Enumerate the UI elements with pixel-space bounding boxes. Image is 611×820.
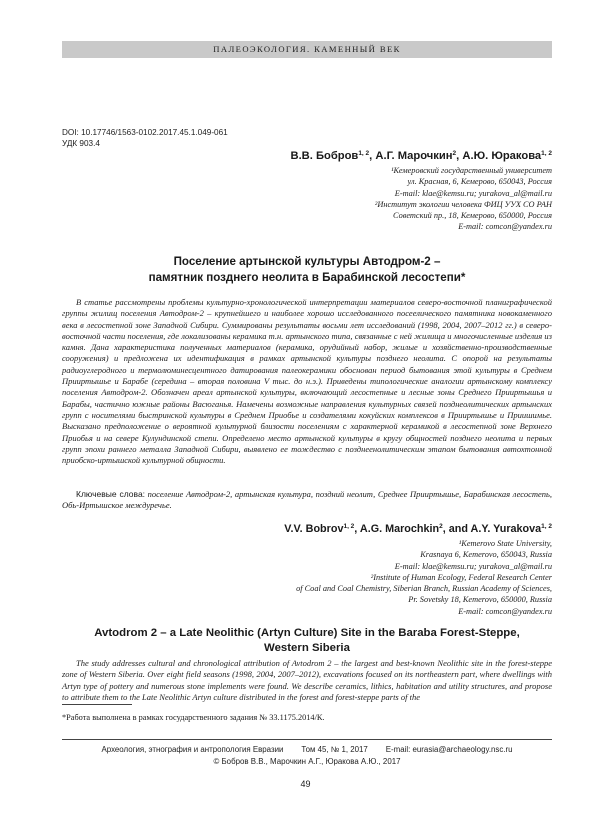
footnote: *Работа выполнена в рамках государственного задания № 33.1175.2014/К. <box>62 713 325 722</box>
footnote-mark: * <box>460 271 466 284</box>
abstract-en: The study addresses cultural and chronological attribution of Avtodrom 2 – the largest and best-known Neolithic site in the forest-steppe zone of Western Siberia. Over eight field seasons (1998, 2004, 2007–2012), excavations focused on its northeastern part, where dwellings with Artyn type of pottery and numerous stone implements were found. We describe ceramics, lithics, habitation and utility structures, and propose to attribute them to the Late Neolithic Artyn culture distributed in the forest and forest-steppe parts of the <box>62 658 552 702</box>
author-name: А.Г. Марочкин <box>375 150 453 162</box>
author-separator: , <box>369 150 376 162</box>
author-affiliation-mark: 1, 2 <box>343 523 355 530</box>
affiliation-line: ²Institute of Human Ecology, Federal Research Center <box>370 572 552 582</box>
title-line: памятник позднего неолита в Барабинской лесостепи <box>148 271 461 284</box>
footnote-divider <box>62 704 132 705</box>
author-affiliation-mark: 2 <box>439 523 443 530</box>
affiliation-line: Советский пр., 18, Кемерово, 650000, Россия <box>393 211 552 221</box>
author-name: V.V. Bobrov <box>284 523 344 535</box>
affiliations-ru <box>192 165 552 233</box>
section-title: ПАЛЕОЭКОЛОГИЯ. КАМЕННЫЙ ВЕК <box>213 44 401 54</box>
page-number: 49 <box>300 779 311 789</box>
section-header-band <box>62 41 552 58</box>
affiliation-line: ул. Красная, 6, Кемерово, 650043, Россия <box>407 177 552 187</box>
copyright-line: © Бобров В.В., Марочкин А.Г., Юракова А.Ю., 2017 <box>213 757 401 766</box>
affiliation-line: Pr. Sovetsky 18, Kemerovo, 650000, Russia <box>408 595 552 605</box>
author-affiliation-mark: 2 <box>452 150 457 157</box>
article-identifiers <box>62 127 228 149</box>
title-line: Avtodrom 2 – a Late Neolithic (Artyn Culture) Site in the Baraba Forest-Steppe, <box>94 627 520 639</box>
journal-email[interactable]: E-mail: eurasia@archaeology.nsc.ru <box>385 745 513 754</box>
author-affiliation-mark: 1, 2 <box>541 150 552 157</box>
author-separator: , <box>456 150 463 162</box>
affiliation-line: ¹Кемеровский государственный университет <box>391 166 552 175</box>
authors-en <box>284 523 552 535</box>
journal-footer <box>62 745 552 755</box>
affiliations-en <box>192 538 552 617</box>
affiliation-email[interactable]: E-mail: comcon@yandex.ru <box>458 606 552 616</box>
journal-name: Археология, этнография и антропология Евразии <box>101 745 284 754</box>
footer-divider <box>62 739 552 740</box>
keywords-label: Ключевые слова: <box>76 489 146 499</box>
journal-volume: Том 45, № 1, 2017 <box>301 745 368 754</box>
abstract-ru: В статье рассмотрены проблемы культурно-хронологической интерпретации материалов северо-восточной планиграфической группы жилищ поселения Автодром-2 – крупнейшего и наиболее хорошо исследованного посеелического памятника новокаменного века в лесостепной зоне Западной Сибири. Суммированы результаты восьми лет исследований (1998, 2004, 2007–2012 гг.) в северо-восточной части поселения, где локализованы керамика т.н. артынского типа, связанные с ней жилища и многочисленные изделия из камня. Дана характеристика полученных материалов (керамика, орудийный набор, жилые и хозяйственно-производственные сооружения) и предложена их идентификация в рамках артынской культуры позднего неолита. С опорой на результаты радиоуглеродного и термолюминесцентного датирования палеокерамики обоснован период бытования этой культуры в Среднем Прииртышье и Барабе (середина – вторая половина V тыс. до н.э.). Приведены типологические аналогии артынскому комплексу поселения Автодром-2. Обозначен ареал артынской культуры, включающий лесостепные и лесные зоны Среднего Прииртышья и Барабы, частично южные районы Васюганья. Намечены возможные направления культурных связей позднеолитических артынских групп с носителями быстринской культуры в Среднем Приобье и создателями кокуйских комплексов в Прииртышье и Приишимье. Высказано предположение о вероятной культурной близости поселениям с характерной керамикой в лесостепной зоне Верхнего Приобья и на севере Кулундинской степи. Определено место артынской культуры в кругу общностей позднего неолита и первых групп эпохи раннего металла Западной Сибири, выявлено ее тождество с позднеенолитическим этапом бытования автохтонной приобско-иртышской культурной общности. <box>62 297 552 466</box>
article-title-en <box>62 626 552 656</box>
affiliation-email[interactable]: E-mail: comcon@yandex.ru <box>458 222 552 232</box>
article-title-ru <box>62 254 552 286</box>
title-line: Western Siberia <box>264 642 350 654</box>
keywords-list: поселение Автодром-2, артынская культура, поздний неолит, Среднее Прииртышье, Барабинская лесостепь, Обь-Иртышское междуречье. <box>62 489 552 511</box>
title-line: Поселение артынской культуры Автодром-2 – <box>173 255 441 268</box>
affiliation-line: of Coal and Coal Chemistry, Siberian Branch, Russian Academy of Sciences, <box>296 584 552 594</box>
doi-text: DOI: 10.17746/1563-0102.2017.45.1.049-061 <box>62 128 228 137</box>
author-name: A.Y. Yurakova <box>470 523 542 535</box>
author-name: В.В. Бобров <box>290 150 359 162</box>
udk-text: УДК 903.4 <box>62 139 100 148</box>
affiliation-line: Krasnaya 6, Kemerovo, 650043, Russia <box>420 550 552 560</box>
keywords-ru <box>62 489 552 512</box>
author-affiliation-mark: 1, 2 <box>358 150 370 157</box>
author-separator: , and <box>442 523 471 535</box>
author-name: А.Ю. Юракова <box>462 150 542 162</box>
affiliation-email[interactable]: E-mail: klae@kemsu.ru; yurakova_al@mail.ru <box>394 188 552 198</box>
affiliation-email[interactable]: E-mail: klae@kemsu.ru; yurakova_al@mail.ru <box>394 561 552 571</box>
author-separator: , <box>354 523 360 535</box>
author-name: A.G. Marochkin <box>359 523 440 535</box>
authors-ru <box>290 150 552 162</box>
affiliation-line: ¹Kemerovo State University, <box>458 539 552 548</box>
affiliation-line: ²Институт экологии человека ФИЦ УУХ СО РАН <box>374 199 552 209</box>
author-affiliation-mark: 1, 2 <box>541 523 552 530</box>
